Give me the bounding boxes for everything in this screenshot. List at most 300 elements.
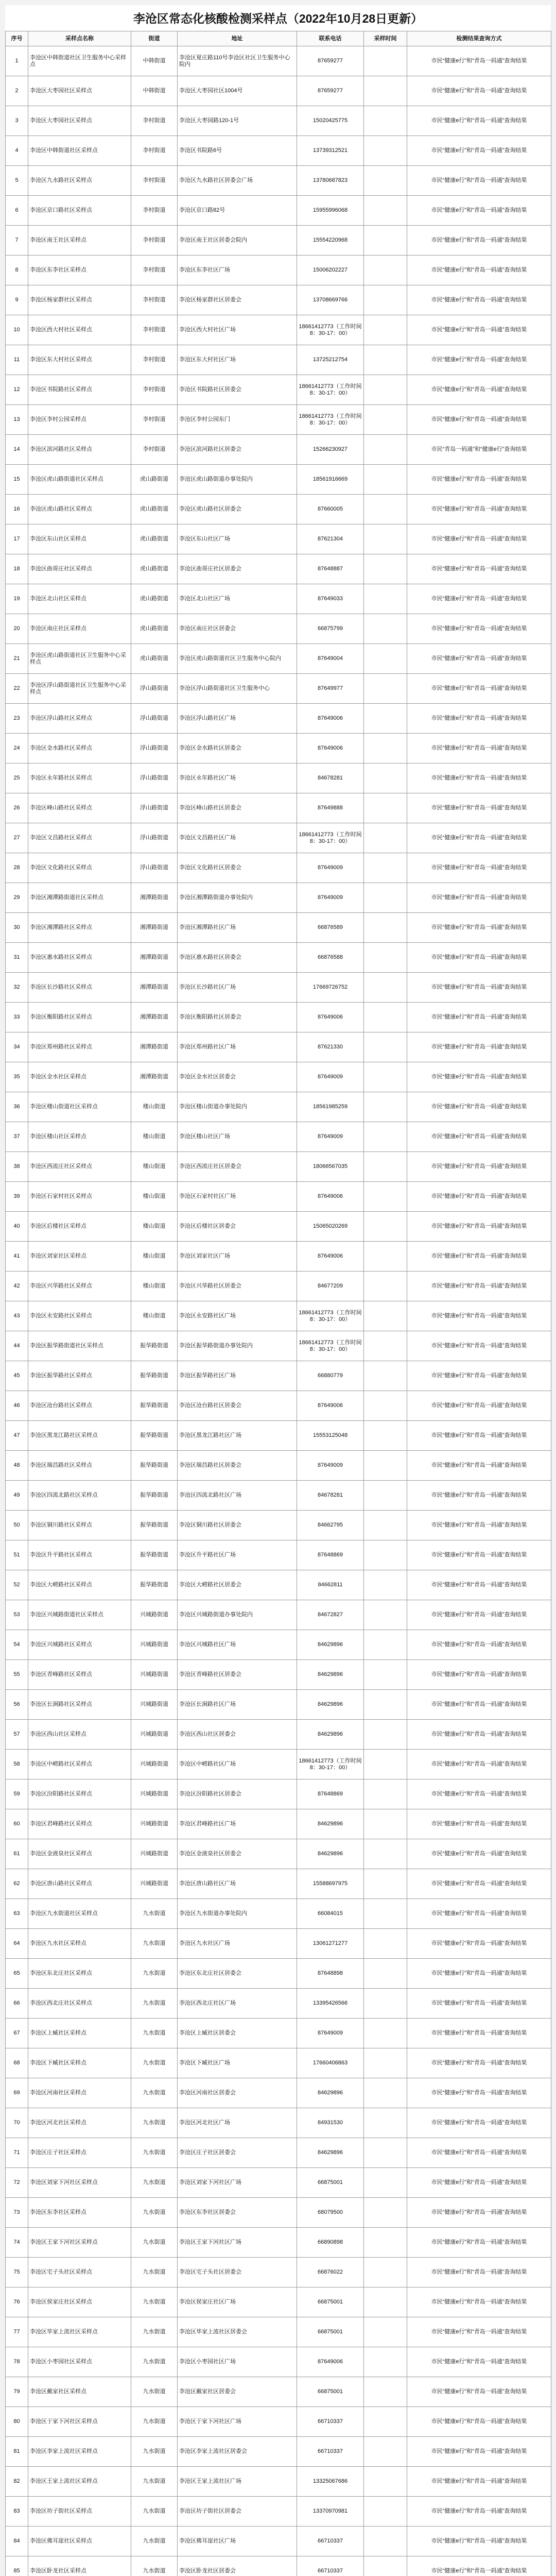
row-number-cell: 56 bbox=[6, 1690, 28, 1720]
table-row bbox=[6, 1809, 551, 1839]
site-name-cell: 李沧区曲哥庄社区采样点 bbox=[28, 554, 131, 584]
subdistrict-cell: 九水街道 bbox=[131, 1989, 178, 2019]
subdistrict-cell: 虎山路街道 bbox=[131, 584, 178, 614]
address-cell: 李沧区衡阳路社区居委会 bbox=[178, 1003, 297, 1032]
phone-cell: 87649006 bbox=[297, 1391, 364, 1421]
subdistrict-cell: 李村街道 bbox=[131, 226, 178, 256]
site-name-cell: 李沧区君峰路社区采样点 bbox=[28, 1809, 131, 1839]
address-cell: 李沧区黑龙江路社区广场 bbox=[178, 1421, 297, 1451]
result-query-cell: 市民“健康e行”和“青岛一码通”查询结果 bbox=[407, 256, 551, 285]
row-number-cell: 23 bbox=[6, 704, 28, 734]
phone-cell: 87649006 bbox=[297, 2347, 364, 2377]
site-name-cell: 李沧区东李社区采样点 bbox=[28, 2198, 131, 2228]
result-query-cell: 市民“健康e行”和“青岛一码通”查询结果 bbox=[407, 2347, 551, 2377]
subdistrict-cell: 湘潭路街道 bbox=[131, 1032, 178, 1062]
address-cell: 李沧区虎山路街道社区卫生服务中心院内 bbox=[178, 644, 297, 674]
row-number-cell: 17 bbox=[6, 524, 28, 554]
subdistrict-cell: 湘潭路街道 bbox=[131, 913, 178, 943]
result-query-cell: 市民“健康e行”和“青岛一码通”查询结果 bbox=[407, 704, 551, 734]
table-row bbox=[6, 2019, 551, 2048]
sampling-time-cell bbox=[364, 196, 407, 226]
table-row bbox=[6, 1092, 551, 1122]
sampling-time-cell bbox=[364, 1242, 407, 1272]
row-number-cell: 27 bbox=[6, 823, 28, 853]
table-row bbox=[6, 1182, 551, 1212]
address-cell: 李沧区王家下河社区广场 bbox=[178, 2228, 297, 2258]
sampling-time-cell bbox=[364, 1869, 407, 1899]
sampling-time-cell bbox=[364, 584, 407, 614]
table-row bbox=[6, 1212, 551, 1242]
sampling-time-cell bbox=[364, 495, 407, 524]
sampling-time-cell bbox=[364, 1511, 407, 1540]
row-number-cell: 21 bbox=[6, 644, 28, 674]
phone-cell: 15006202227 bbox=[297, 256, 364, 285]
phone-cell: 87649006 bbox=[297, 1003, 364, 1032]
phone-cell: 87649009 bbox=[297, 1451, 364, 1481]
sampling-time-cell bbox=[364, 2377, 407, 2407]
table-row bbox=[6, 1032, 551, 1062]
table-row bbox=[6, 793, 551, 823]
table-row bbox=[6, 315, 551, 345]
subdistrict-cell: 虎山路街道 bbox=[131, 614, 178, 644]
table-row bbox=[6, 196, 551, 226]
result-query-cell: 市民“健康e行”和“青岛一码通”查询结果 bbox=[407, 1899, 551, 1929]
sampling-time-cell bbox=[364, 1660, 407, 1690]
result-query-cell: 市民“健康e行”和“青岛一码通”查询结果 bbox=[407, 495, 551, 524]
table-row bbox=[6, 345, 551, 375]
site-name-cell: 李沧区南王社区采样点 bbox=[28, 226, 131, 256]
row-number-cell: 42 bbox=[6, 1272, 28, 1301]
subdistrict-cell: 九水街道 bbox=[131, 1959, 178, 1989]
phone-cell: 87621304 bbox=[297, 524, 364, 554]
site-name-cell: 李沧区峰山路社区采样点 bbox=[28, 793, 131, 823]
subdistrict-cell: 振华路街道 bbox=[131, 1361, 178, 1391]
sampling-time-cell bbox=[364, 1272, 407, 1301]
site-name-cell: 李沧区大枣园社区采样点 bbox=[28, 76, 131, 106]
subdistrict-cell: 湘潭路街道 bbox=[131, 883, 178, 913]
subdistrict-cell: 楼山街道 bbox=[131, 1182, 178, 1212]
subdistrict-cell: 李村街道 bbox=[131, 196, 178, 226]
result-query-cell: 市民“健康e行”和“青岛一码通”查询结果 bbox=[407, 465, 551, 495]
address-cell: 李沧区中崂路社区广场 bbox=[178, 1750, 297, 1780]
row-number-cell: 55 bbox=[6, 1660, 28, 1690]
site-name-cell: 李沧区河南社区采样点 bbox=[28, 2078, 131, 2108]
sampling-time-cell bbox=[364, 1959, 407, 1989]
subdistrict-cell: 中韩街道 bbox=[131, 46, 178, 76]
result-query-cell: 市民“健康e行”和“青岛一码通”查询结果 bbox=[407, 2287, 551, 2317]
address-cell: 李沧区庄子社区居委会 bbox=[178, 2138, 297, 2168]
phone-cell: 17669726752 bbox=[297, 973, 364, 1003]
site-name-cell: 李沧区西流庄社区采样点 bbox=[28, 1152, 131, 1182]
subdistrict-cell: 李村街道 bbox=[131, 315, 178, 345]
sampling-time-cell bbox=[364, 1540, 407, 1570]
address-cell: 李沧区文昌路社区广场 bbox=[178, 823, 297, 853]
subdistrict-cell: 浮山路街道 bbox=[131, 853, 178, 883]
row-number-cell: 66 bbox=[6, 1989, 28, 2019]
site-name-cell: 李沧区宅子头社区采样点 bbox=[28, 2258, 131, 2287]
subdistrict-cell: 九水街道 bbox=[131, 2527, 178, 2556]
table-row bbox=[6, 1122, 551, 1152]
row-number-cell: 54 bbox=[6, 1630, 28, 1660]
sampling-time-cell bbox=[364, 674, 407, 704]
site-name-cell: 李沧区刘家社区采样点 bbox=[28, 1242, 131, 1272]
sampling-time-cell bbox=[364, 1212, 407, 1242]
phone-cell: 66880779 bbox=[297, 1361, 364, 1391]
address-cell: 李沧区永年路社区广场 bbox=[178, 764, 297, 793]
phone-cell: 15065020269 bbox=[297, 1212, 364, 1242]
sampling-time-cell bbox=[364, 345, 407, 375]
table-row bbox=[6, 1481, 551, 1511]
result-query-cell: 市民“青岛一码通”和“健康e行”查询结果 bbox=[407, 435, 551, 465]
phone-cell: 18066567035 bbox=[297, 1152, 364, 1182]
site-name-cell: 李沧区九水街道社区采样点 bbox=[28, 1899, 131, 1929]
table-row bbox=[6, 1839, 551, 1869]
result-query-cell: 市民“健康e行”和“青岛一码通”查询结果 bbox=[407, 1660, 551, 1690]
table-row bbox=[6, 1540, 551, 1570]
subdistrict-cell: 九水街道 bbox=[131, 2048, 178, 2078]
row-number-cell: 49 bbox=[6, 1481, 28, 1511]
subdistrict-cell: 李村街道 bbox=[131, 405, 178, 435]
address-cell: 李沧区楼山街道办事处院内 bbox=[178, 1092, 297, 1122]
site-name-cell: 李沧区卧龙社区采样点 bbox=[28, 2556, 131, 2576]
row-number-cell: 39 bbox=[6, 1182, 28, 1212]
address-cell: 李沧区峰山路社区居委会 bbox=[178, 793, 297, 823]
table-row bbox=[6, 1062, 551, 1092]
table-row bbox=[6, 674, 551, 704]
phone-cell: 13725212754 bbox=[297, 345, 364, 375]
result-query-cell: 市民“健康e行”和“青岛一码通”查询结果 bbox=[407, 106, 551, 136]
subdistrict-cell: 浮山路街道 bbox=[131, 734, 178, 764]
phone-cell: 84629896 bbox=[297, 1630, 364, 1660]
subdistrict-cell: 楼山街道 bbox=[131, 1122, 178, 1152]
row-number-cell: 59 bbox=[6, 1780, 28, 1809]
phone-cell: 84678281 bbox=[297, 1481, 364, 1511]
sampling-time-cell bbox=[364, 1839, 407, 1869]
column-header: 检测结果查询方式 bbox=[407, 31, 551, 46]
table-row bbox=[6, 1869, 551, 1899]
sampling-time-cell bbox=[364, 2467, 407, 2497]
site-name-cell: 李沧区湘潭路社区采样点 bbox=[28, 913, 131, 943]
site-name-cell: 李沧区大枣园社区采样点 bbox=[28, 106, 131, 136]
result-query-cell: 市民“健康e行”和“青岛一码通”查询结果 bbox=[407, 2228, 551, 2258]
phone-cell: 18661412773（工作时间8：30-17：00） bbox=[297, 1301, 364, 1331]
address-cell: 李沧区戴家社区居委会 bbox=[178, 2377, 297, 2407]
address-cell: 李沧区瑞昌路社区居委会 bbox=[178, 1451, 297, 1481]
sampling-time-cell bbox=[364, 2407, 407, 2437]
row-number-cell: 26 bbox=[6, 793, 28, 823]
column-header: 联系电话 bbox=[297, 31, 364, 46]
table-row bbox=[6, 943, 551, 973]
table-row bbox=[6, 1152, 551, 1182]
subdistrict-cell: 九水街道 bbox=[131, 2168, 178, 2198]
site-name-cell: 李沧区青峰路社区采样点 bbox=[28, 1660, 131, 1690]
address-cell: 李沧区京口路82号 bbox=[178, 196, 297, 226]
table-row bbox=[6, 734, 551, 764]
sampling-time-cell bbox=[364, 1780, 407, 1809]
phone-cell: 87649006 bbox=[297, 704, 364, 734]
row-number-cell: 58 bbox=[6, 1750, 28, 1780]
result-query-cell: 市民“健康e行”和“青岛一码通”查询结果 bbox=[407, 883, 551, 913]
row-number-cell: 18 bbox=[6, 554, 28, 584]
address-cell: 李沧区长沙路社区广场 bbox=[178, 973, 297, 1003]
sampling-time-cell bbox=[364, 2287, 407, 2317]
row-number-cell: 63 bbox=[6, 1899, 28, 1929]
site-name-cell: 李沧区永安路社区采样点 bbox=[28, 1301, 131, 1331]
sampling-time-cell bbox=[364, 554, 407, 584]
row-number-cell: 5 bbox=[6, 166, 28, 196]
result-query-cell: 市民“健康e行”和“青岛一码通”查询结果 bbox=[407, 375, 551, 405]
address-cell: 李沧区上臧社区居委会 bbox=[178, 2019, 297, 2048]
sampling-time-cell bbox=[364, 2228, 407, 2258]
address-cell: 李沧区后楼社区居委会 bbox=[178, 1212, 297, 1242]
phone-cell: 66710337 bbox=[297, 2527, 364, 2556]
site-name-cell: 李沧区刘家下河社区采样点 bbox=[28, 2168, 131, 2198]
site-name-cell: 李沧区东北庄社区采样点 bbox=[28, 1959, 131, 1989]
table-row bbox=[6, 2556, 551, 2576]
phone-cell: 18661412773（工作时间8：30-17：00） bbox=[297, 1331, 364, 1361]
row-number-cell: 80 bbox=[6, 2407, 28, 2437]
sampling-time-cell bbox=[364, 2317, 407, 2347]
site-name-cell: 李沧区升平路社区采样点 bbox=[28, 1540, 131, 1570]
row-number-cell: 79 bbox=[6, 2377, 28, 2407]
site-name-cell: 李沧区虎山路街道社区采样点 bbox=[28, 465, 131, 495]
subdistrict-cell: 九水街道 bbox=[131, 2287, 178, 2317]
table-row bbox=[6, 2198, 551, 2228]
address-cell: 李沧区振华路社区广场 bbox=[178, 1361, 297, 1391]
sampling-time-cell bbox=[364, 1003, 407, 1032]
sampling-time-cell bbox=[364, 1899, 407, 1929]
result-query-cell: 市民“健康e行”和“青岛一码通”查询结果 bbox=[407, 1122, 551, 1152]
result-query-cell: 市民“健康e行”和“青岛一码通”查询结果 bbox=[407, 196, 551, 226]
result-query-cell: 市民“健康e行”和“青岛一码通”查询结果 bbox=[407, 853, 551, 883]
address-cell: 李沧区君峰路社区广场 bbox=[178, 1809, 297, 1839]
subdistrict-cell: 李村街道 bbox=[131, 256, 178, 285]
table-row bbox=[6, 1600, 551, 1630]
column-header: 采样点名称 bbox=[28, 31, 131, 46]
table-row bbox=[6, 584, 551, 614]
result-query-cell: 市民“健康e行”和“青岛一码通”查询结果 bbox=[407, 1511, 551, 1540]
phone-cell: 87649888 bbox=[297, 793, 364, 823]
address-cell: 李沧区侯家庄社区广场 bbox=[178, 2287, 297, 2317]
table-row bbox=[6, 1630, 551, 1660]
table-row bbox=[6, 1750, 551, 1780]
row-number-cell: 50 bbox=[6, 1511, 28, 1540]
phone-cell: 84662811 bbox=[297, 1570, 364, 1600]
address-cell: 李沧区永安路社区广场 bbox=[178, 1301, 297, 1331]
subdistrict-cell: 振华路街道 bbox=[131, 1421, 178, 1451]
result-query-cell: 市民“健康e行”和“青岛一码通”查询结果 bbox=[407, 913, 551, 943]
sampling-time-cell bbox=[364, 2527, 407, 2556]
sampling-time-cell bbox=[364, 256, 407, 285]
result-query-cell: 市民“健康e行”和“青岛一码通”查询结果 bbox=[407, 1272, 551, 1301]
sampling-time-cell bbox=[364, 1391, 407, 1421]
phone-cell: 84678281 bbox=[297, 764, 364, 793]
phone-cell: 87649006 bbox=[297, 1242, 364, 1272]
row-number-cell: 6 bbox=[6, 196, 28, 226]
site-name-cell: 李沧区兴华路社区采样点 bbox=[28, 1272, 131, 1301]
site-name-cell: 李沧区浮山路社区采样点 bbox=[28, 704, 131, 734]
site-name-cell: 李沧区小枣园社区采样点 bbox=[28, 2347, 131, 2377]
result-query-cell: 市民“健康e行”和“青岛一码通”查询结果 bbox=[407, 1182, 551, 1212]
address-cell: 李沧区虎山路社区居委会 bbox=[178, 495, 297, 524]
subdistrict-cell: 九水街道 bbox=[131, 1929, 178, 1959]
result-query-cell: 市民“健康e行”和“青岛一码通”查询结果 bbox=[407, 1062, 551, 1092]
phone-cell: 66710337 bbox=[297, 2407, 364, 2437]
row-number-cell: 48 bbox=[6, 1451, 28, 1481]
row-number-cell: 52 bbox=[6, 1570, 28, 1600]
sampling-time-cell bbox=[364, 375, 407, 405]
subdistrict-cell: 兴城路街道 bbox=[131, 1690, 178, 1720]
site-name-cell: 李沧区庄子社区采样点 bbox=[28, 2138, 131, 2168]
phone-cell: 66876588 bbox=[297, 943, 364, 973]
row-number-cell: 35 bbox=[6, 1062, 28, 1092]
row-number-cell: 82 bbox=[6, 2467, 28, 2497]
address-cell: 李沧区佛耳崖社区广场 bbox=[178, 2527, 297, 2556]
address-cell: 李沧区小枣园社区广场 bbox=[178, 2347, 297, 2377]
address-cell: 李沧区李家上流社区居委会 bbox=[178, 2437, 297, 2467]
sampling-time-cell bbox=[364, 524, 407, 554]
row-number-cell: 11 bbox=[6, 345, 28, 375]
subdistrict-cell: 浮山路街道 bbox=[131, 674, 178, 704]
row-number-cell: 77 bbox=[6, 2317, 28, 2347]
address-cell: 李沧区杨家群社区居委会 bbox=[178, 285, 297, 315]
site-name-cell: 李沧区中韩街道社区采样点 bbox=[28, 136, 131, 166]
row-number-cell: 38 bbox=[6, 1152, 28, 1182]
site-name-cell: 李沧区文昌路社区采样点 bbox=[28, 823, 131, 853]
row-number-cell: 19 bbox=[6, 584, 28, 614]
result-query-cell: 市民“健康e行”和“青岛一码通”查询结果 bbox=[407, 2258, 551, 2287]
page-title: 李沧区常态化核酸检测采样点（2022年10月28日更新） bbox=[133, 12, 423, 25]
phone-cell: 66875001 bbox=[297, 2287, 364, 2317]
table-row bbox=[6, 973, 551, 1003]
row-number-cell: 84 bbox=[6, 2527, 28, 2556]
subdistrict-cell: 九水街道 bbox=[131, 2407, 178, 2437]
result-query-cell: 市民“健康e行”和“青岛一码通”查询结果 bbox=[407, 1451, 551, 1481]
sampling-time-cell bbox=[364, 2048, 407, 2078]
sampling-time-cell bbox=[364, 734, 407, 764]
row-number-cell: 64 bbox=[6, 1929, 28, 1959]
subdistrict-cell: 浮山路街道 bbox=[131, 764, 178, 793]
row-number-cell: 3 bbox=[6, 106, 28, 136]
result-query-cell: 市民“健康e行”和“青岛一码通”查询结果 bbox=[407, 973, 551, 1003]
table-row bbox=[6, 2287, 551, 2317]
table-row bbox=[6, 495, 551, 524]
site-name-cell: 李沧区惠水路社区采样点 bbox=[28, 943, 131, 973]
result-query-cell: 市民“健康e行”和“青岛一码通”查询结果 bbox=[407, 46, 551, 76]
site-name-cell: 李沧区九水社区采样点 bbox=[28, 1929, 131, 1959]
result-query-cell: 市民“健康e行”和“青岛一码通”查询结果 bbox=[407, 2527, 551, 2556]
table-body bbox=[6, 46, 551, 2576]
address-cell: 李沧区河北社区广场 bbox=[178, 2108, 297, 2138]
table-row bbox=[6, 1690, 551, 1720]
row-number-cell: 47 bbox=[6, 1421, 28, 1451]
address-cell: 李沧区南王社区居委会院内 bbox=[178, 226, 297, 256]
phone-cell: 84629896 bbox=[297, 2078, 364, 2108]
row-number-cell: 36 bbox=[6, 1092, 28, 1122]
row-number-cell: 12 bbox=[6, 375, 28, 405]
row-number-cell: 78 bbox=[6, 2347, 28, 2377]
table-row bbox=[6, 913, 551, 943]
phone-cell: 87649009 bbox=[297, 853, 364, 883]
table-row bbox=[6, 764, 551, 793]
table-row bbox=[6, 1331, 551, 1361]
table-row bbox=[6, 1511, 551, 1540]
subdistrict-cell: 浮山路街道 bbox=[131, 823, 178, 853]
site-name-cell: 李沧区衡阳路社区采样点 bbox=[28, 1003, 131, 1032]
row-number-cell: 68 bbox=[6, 2048, 28, 2078]
site-name-cell: 李沧区京口路社区采样点 bbox=[28, 196, 131, 226]
address-cell: 李沧区东山社区广场 bbox=[178, 524, 297, 554]
subdistrict-cell: 振华路街道 bbox=[131, 1331, 178, 1361]
sampling-time-cell bbox=[364, 1481, 407, 1511]
site-name-cell: 李沧区李村公园采样点 bbox=[28, 405, 131, 435]
table-row bbox=[6, 1361, 551, 1391]
phone-cell: 87648869 bbox=[297, 1540, 364, 1570]
address-cell: 李沧区西北庄社区广场 bbox=[178, 1989, 297, 2019]
site-name-cell: 李沧区湘潭路街道社区采样点 bbox=[28, 883, 131, 913]
subdistrict-cell: 李村街道 bbox=[131, 106, 178, 136]
subdistrict-cell: 兴城路街道 bbox=[131, 1660, 178, 1690]
row-number-cell: 8 bbox=[6, 256, 28, 285]
sampling-time-cell bbox=[364, 2168, 407, 2198]
result-query-cell: 市民“健康e行”和“青岛一码通”查询结果 bbox=[407, 76, 551, 106]
site-name-cell: 李沧区书院路社区采样点 bbox=[28, 375, 131, 405]
site-name-cell: 李沧区中崂路社区采样点 bbox=[28, 1750, 131, 1780]
subdistrict-cell: 湘潭路街道 bbox=[131, 1003, 178, 1032]
sampling-time-cell bbox=[364, 1062, 407, 1092]
result-query-cell: 市民“健康e行”和“青岛一码通”查询结果 bbox=[407, 2108, 551, 2138]
result-query-cell: 市民“健康e行”和“青岛一码通”查询结果 bbox=[407, 166, 551, 196]
result-query-cell: 市民“健康e行”和“青岛一码通”查询结果 bbox=[407, 2497, 551, 2527]
address-cell: 李沧区夏庄路110号李沧区社区卫生服务中心院内 bbox=[178, 46, 297, 76]
result-query-cell: 市民“健康e行”和“青岛一码通”查询结果 bbox=[407, 1331, 551, 1361]
column-header: 地址 bbox=[178, 31, 297, 46]
row-number-cell: 15 bbox=[6, 465, 28, 495]
subdistrict-cell: 楼山街道 bbox=[131, 1272, 178, 1301]
subdistrict-cell: 李村街道 bbox=[131, 345, 178, 375]
phone-cell: 18661412773（工作时间8：30-17：00） bbox=[297, 375, 364, 405]
row-number-cell: 67 bbox=[6, 2019, 28, 2048]
column-header: 序号 bbox=[6, 31, 28, 46]
subdistrict-cell: 湘潭路街道 bbox=[131, 943, 178, 973]
phone-cell: 18561916669 bbox=[297, 465, 364, 495]
subdistrict-cell: 楼山街道 bbox=[131, 1301, 178, 1331]
address-cell: 李沧区西大村社区广场 bbox=[178, 315, 297, 345]
row-number-cell: 51 bbox=[6, 1540, 28, 1570]
table-row bbox=[6, 375, 551, 405]
phone-cell: 15554220968 bbox=[297, 226, 364, 256]
row-number-cell: 2 bbox=[6, 76, 28, 106]
site-name-cell: 李沧区西大村社区采样点 bbox=[28, 315, 131, 345]
address-cell: 李沧区青峰路社区居委会 bbox=[178, 1660, 297, 1690]
address-cell: 李沧区九水社区广场 bbox=[178, 1929, 297, 1959]
subdistrict-cell: 虎山路街道 bbox=[131, 524, 178, 554]
phone-cell: 87649006 bbox=[297, 1182, 364, 1212]
table-row bbox=[6, 46, 551, 76]
subdistrict-cell: 九水街道 bbox=[131, 2497, 178, 2527]
phone-cell: 87648898 bbox=[297, 1959, 364, 1989]
table-row bbox=[6, 256, 551, 285]
row-number-cell: 60 bbox=[6, 1809, 28, 1839]
result-query-cell: 市民“健康e行”和“青岛一码通”查询结果 bbox=[407, 405, 551, 435]
sampling-time-cell bbox=[364, 853, 407, 883]
phone-cell: 15955996068 bbox=[297, 196, 364, 226]
site-name-cell: 李沧区汾阳路社区采样点 bbox=[28, 1780, 131, 1809]
sampling-time-cell bbox=[364, 793, 407, 823]
phone-cell: 13780687823 bbox=[297, 166, 364, 196]
phone-cell: 68079500 bbox=[297, 2198, 364, 2228]
site-name-cell: 李沧区郑州路社区采样点 bbox=[28, 1032, 131, 1062]
